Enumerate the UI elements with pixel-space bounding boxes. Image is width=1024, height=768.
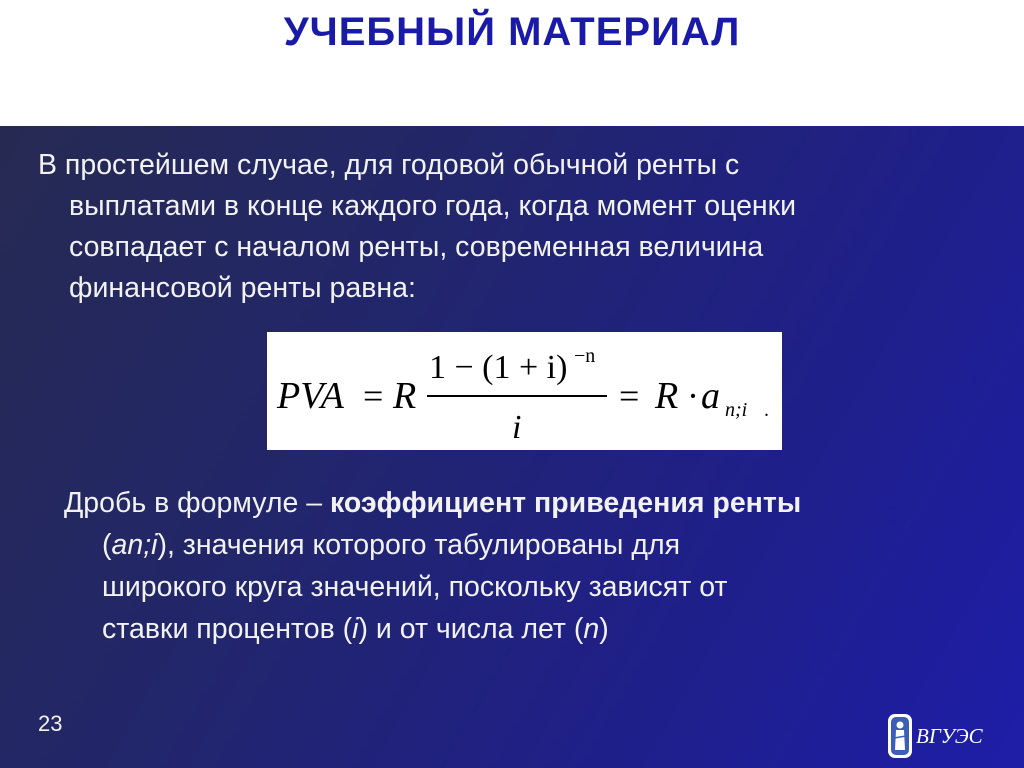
formula-dot: ·	[687, 376, 699, 416]
coef-line-4-c: )	[599, 613, 609, 645]
formula-exponent: −n	[574, 345, 596, 367]
coef-line-3: широкого круга значений, поскольку зависят от	[102, 571, 728, 603]
coefficient-paragraph	[64, 482, 984, 650]
coef-line-2	[64, 524, 984, 566]
formula-svg	[267, 332, 782, 450]
formula-r-1: R	[393, 375, 417, 417]
page-number: 23	[38, 711, 63, 736]
slide-title: УЧЕБНЫЙ МАТЕРИАЛ	[283, 10, 741, 54]
intro-line-2: выплатами в конце каждого года, когда момент оценки	[69, 190, 797, 222]
coef-symbol: an;i	[111, 529, 158, 561]
formula-equals-1: =	[363, 376, 384, 416]
formula-a: a	[701, 375, 720, 417]
coef-var-i: i	[352, 613, 359, 645]
intro-line-3: совпадает с началом ренты, современная величина	[69, 231, 764, 263]
intro-line-1: В простейшем случае, для годовой обычной ренты с	[38, 149, 740, 181]
coef-term: коэффициент приведения ренты	[330, 487, 802, 519]
intro-line-4: финансовой ренты равна:	[69, 272, 416, 304]
logo-text: ВГУЭС	[916, 724, 983, 748]
formula-equals-2: =	[619, 376, 640, 416]
coef-line-2-rest: ), значения которого табулированы для	[157, 529, 681, 561]
coef-line-4-b: ) и от числа лет (	[358, 613, 584, 645]
title-bar	[0, 0, 1024, 126]
formula-denominator: i	[512, 409, 522, 446]
formula-subscript: n;i	[725, 399, 748, 421]
coef-var-n: n	[583, 613, 600, 645]
coef-line-4	[64, 608, 984, 650]
formula-lhs: PVA	[277, 375, 344, 417]
formula-r-2: R	[655, 375, 679, 417]
coef-prefix: Дробь в формуле –	[64, 487, 331, 519]
formula-numerator: 1 − (1 + i)	[429, 349, 568, 386]
logo-emblem-icon	[886, 712, 916, 760]
coef-open-paren: (	[102, 529, 112, 561]
coef-line-4-a: ставки процентов (	[102, 613, 353, 645]
formula-period: .	[764, 399, 769, 421]
formula-box	[267, 332, 782, 450]
intro-paragraph	[38, 145, 988, 309]
